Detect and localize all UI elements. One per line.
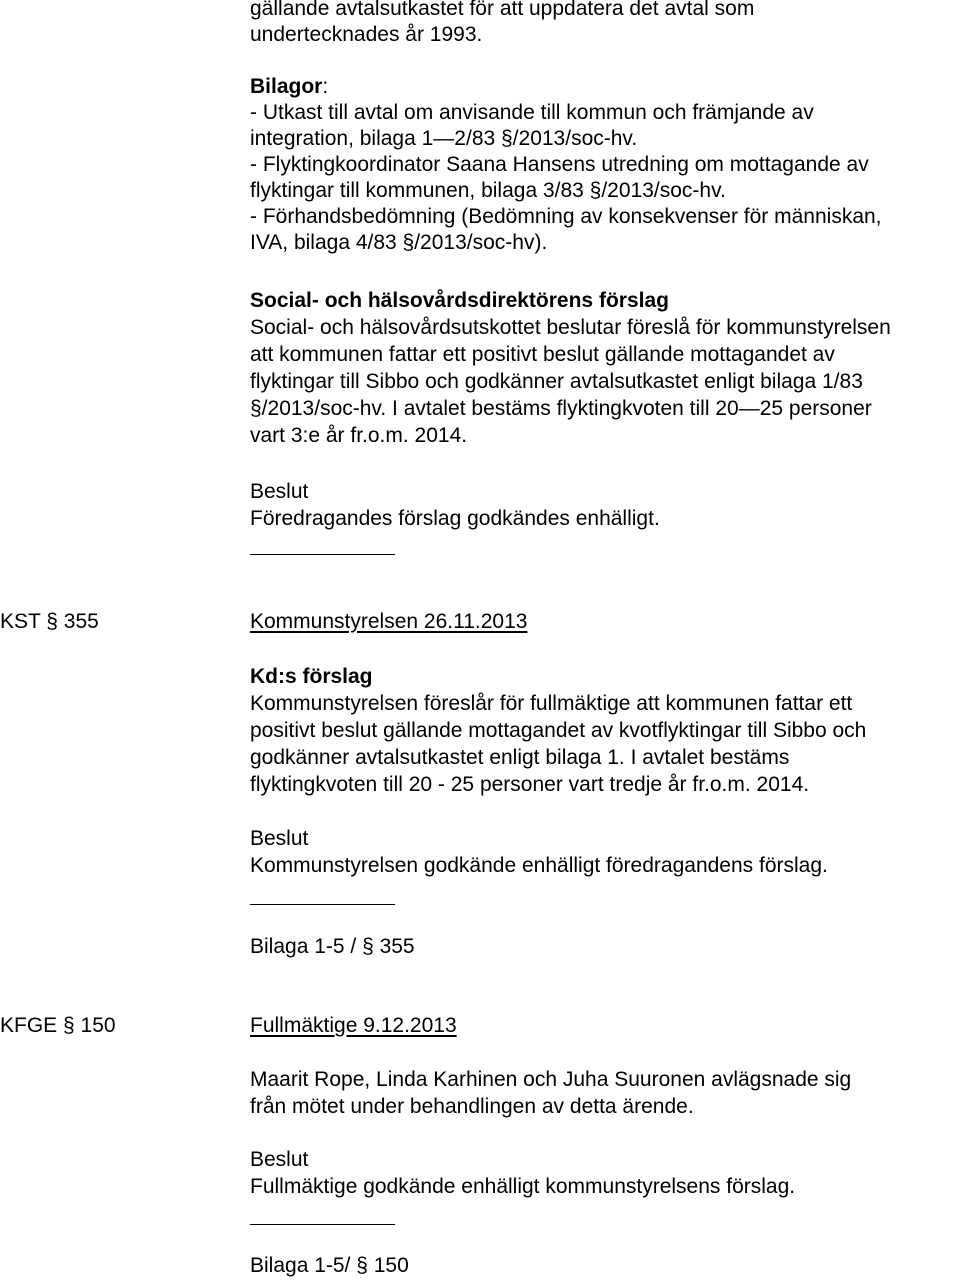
kst-meeting-title: Kommunstyrelsen 26.11.2013 <box>250 610 528 633</box>
kfge-decision-label: Beslut <box>250 1148 309 1171</box>
attachment-line: - Förhandsbedömning (Bedömning av konsekvenser för människan, <box>250 205 882 228</box>
proposal-line: vart 3:e år fr.o.m. 2014. <box>250 424 468 447</box>
proposal-line: att kommunen fattar ett positivt beslut gällande mottagandet av <box>250 343 835 366</box>
kst-section-code: KST § 355 <box>0 610 99 633</box>
intro-line-2: undertecknades år 1993. <box>250 23 483 46</box>
section-divider <box>250 904 395 905</box>
section-divider <box>250 554 395 555</box>
kst-proposal-line: positivt beslut gällande mottagandet av kvotflyktingar till Sibbo och <box>250 719 867 742</box>
attachment-line: - Utkast till avtal om anvisande till kommun och främjande av <box>250 101 814 124</box>
kst-proposal-line: godkänner avtalsutkastet enligt bilaga 1. I avtalet bestäms <box>250 746 790 769</box>
attachments-heading-colon: : <box>322 75 329 98</box>
kst-decision-label: Beslut <box>250 827 309 850</box>
kst-proposal-heading: Kd:s förslag <box>250 665 373 688</box>
kst-proposal-line: flyktingkvoten till 20 - 25 personer vart tredje år fr.o.m. 2014. <box>250 773 810 796</box>
kfge-attachment-reference: Bilaga 1-5/ § 150 <box>250 1254 409 1277</box>
intro-line-1: gällande avtalsutkastet för att uppdatera det avtal som <box>250 0 755 20</box>
attachment-line: IVA, bilaga 4/83 §/2013/soc-hv). <box>250 231 548 254</box>
proposal-line: Social- och hälsovårdsutskottet beslutar föreslå för kommunstyrelsen <box>250 316 891 339</box>
attachments-heading <box>250 74 328 100</box>
kfge-section-code: KFGE § 150 <box>0 1014 116 1037</box>
kfge-note-line: från mötet under behandlingen av detta ärende. <box>250 1095 694 1118</box>
proposal-decision-label: Beslut <box>250 480 309 503</box>
proposal-decision-text: Föredragandes förslag godkändes enhälligt. <box>250 507 660 530</box>
proposal-line: §/2013/soc-hv. I avtalet bestäms flyktingkvoten till 20—25 personer <box>250 397 872 420</box>
attachment-line: integration, bilaga 1—2/83 §/2013/soc-hv. <box>250 127 638 150</box>
kfge-note-line: Maarit Rope, Linda Karhinen och Juha Suuronen avlägsnade sig <box>250 1068 852 1091</box>
attachment-line: flyktingar till kommunen, bilaga 3/83 §/2013/soc-hv. <box>250 179 726 202</box>
kfge-decision-text: Fullmäktige godkände enhälligt kommunstyrelsens förslag. <box>250 1175 796 1198</box>
attachment-line: - Flyktingkoordinator Saana Hansens utredning om mottagande av <box>250 153 869 176</box>
section-divider <box>250 1224 395 1225</box>
kst-decision-text: Kommunstyrelsen godkände enhälligt föredragandens förslag. <box>250 854 828 877</box>
proposal-heading: Social- och hälsovårdsdirektörens förslag <box>250 289 669 312</box>
kfge-meeting-title: Fullmäktige 9.12.2013 <box>250 1014 457 1037</box>
kst-proposal-line: Kommunstyrelsen föreslår för fullmäktige att kommunen fattar ett <box>250 692 853 715</box>
attachments-heading-label: Bilagor <box>250 75 323 98</box>
kst-attachment-reference: Bilaga 1-5 / § 355 <box>250 935 415 958</box>
proposal-line: flyktingar till Sibbo och godkänner avtalsutkastet enligt bilaga 1/83 <box>250 370 863 393</box>
